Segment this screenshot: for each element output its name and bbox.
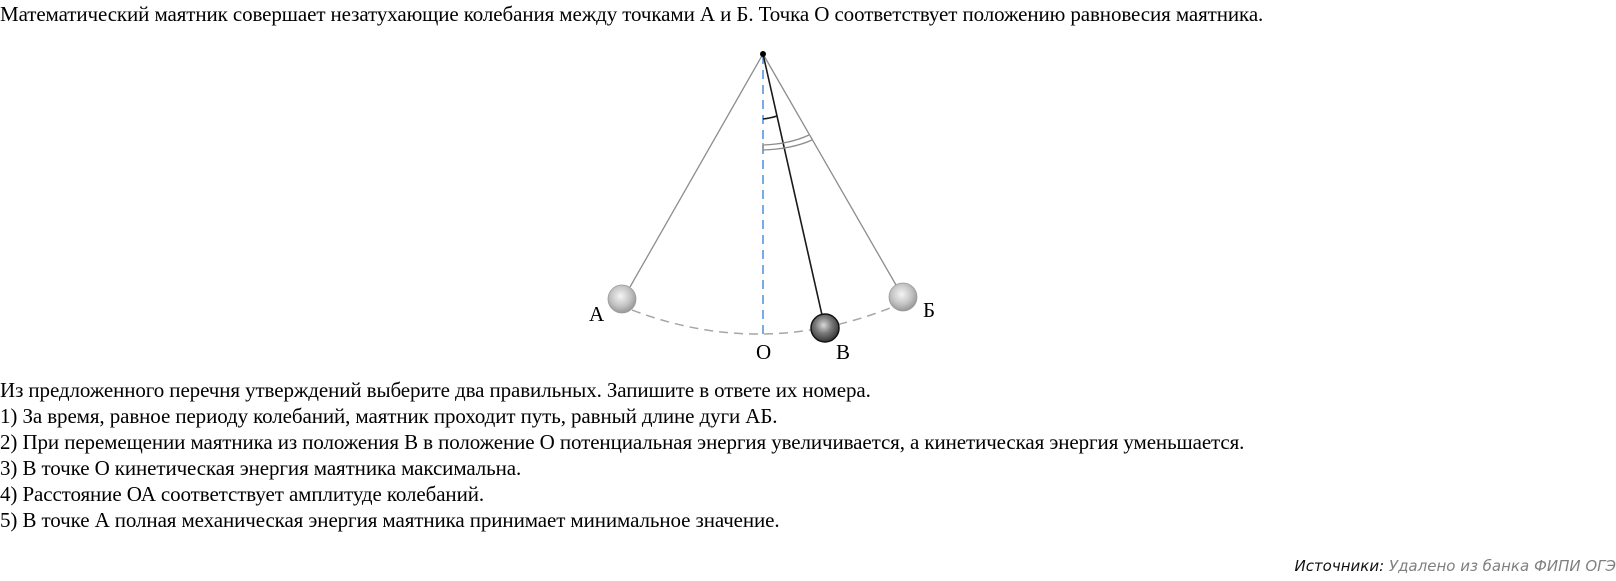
option-4: 4) Расстояние ОА соответствует амплитуде колебаний. bbox=[0, 482, 484, 506]
option-5: 5) В точке А полная механическая энергия маятника принимает минимальное значение. bbox=[0, 508, 780, 532]
ball-b-right bbox=[889, 283, 917, 311]
label-v: В bbox=[836, 340, 851, 364]
label-a: А bbox=[589, 302, 605, 326]
angle-arc-small bbox=[763, 116, 777, 119]
label-b-right: Б bbox=[923, 298, 936, 322]
string-current bbox=[763, 54, 822, 315]
question-text: Из предложенного перечня утверждений выберите два правильных. Запишите в ответе их номера. bbox=[0, 378, 871, 402]
ball-a bbox=[608, 285, 636, 313]
pivot-point bbox=[760, 51, 766, 57]
source-value: Удалено из банка ФИПИ ОГЭ bbox=[1388, 557, 1616, 575]
ball-v-current bbox=[811, 314, 839, 342]
string-to-a bbox=[630, 54, 763, 287]
problem-intro: Математический маятник совершает незатухающие колебания между точками А и Б. Точка О соответствует положению равновесия маятника. bbox=[0, 2, 1264, 26]
option-2: 2) При перемещении маятника из положения В в положение О потенциальная энергия увеличивается, а кинетическая энергия уменьшается. bbox=[0, 430, 1245, 454]
source-label: Источники: bbox=[1294, 557, 1385, 575]
option-3: 3) В точке О кинетическая энергия маятника максимальна. bbox=[0, 456, 522, 480]
option-1: 1) За время, равное периоду колебаний, маятник проходит путь, равный длине дуги АБ. bbox=[0, 404, 778, 428]
string-to-b-right bbox=[763, 54, 896, 285]
source-line bbox=[1294, 556, 1616, 576]
label-o: О bbox=[756, 340, 772, 364]
